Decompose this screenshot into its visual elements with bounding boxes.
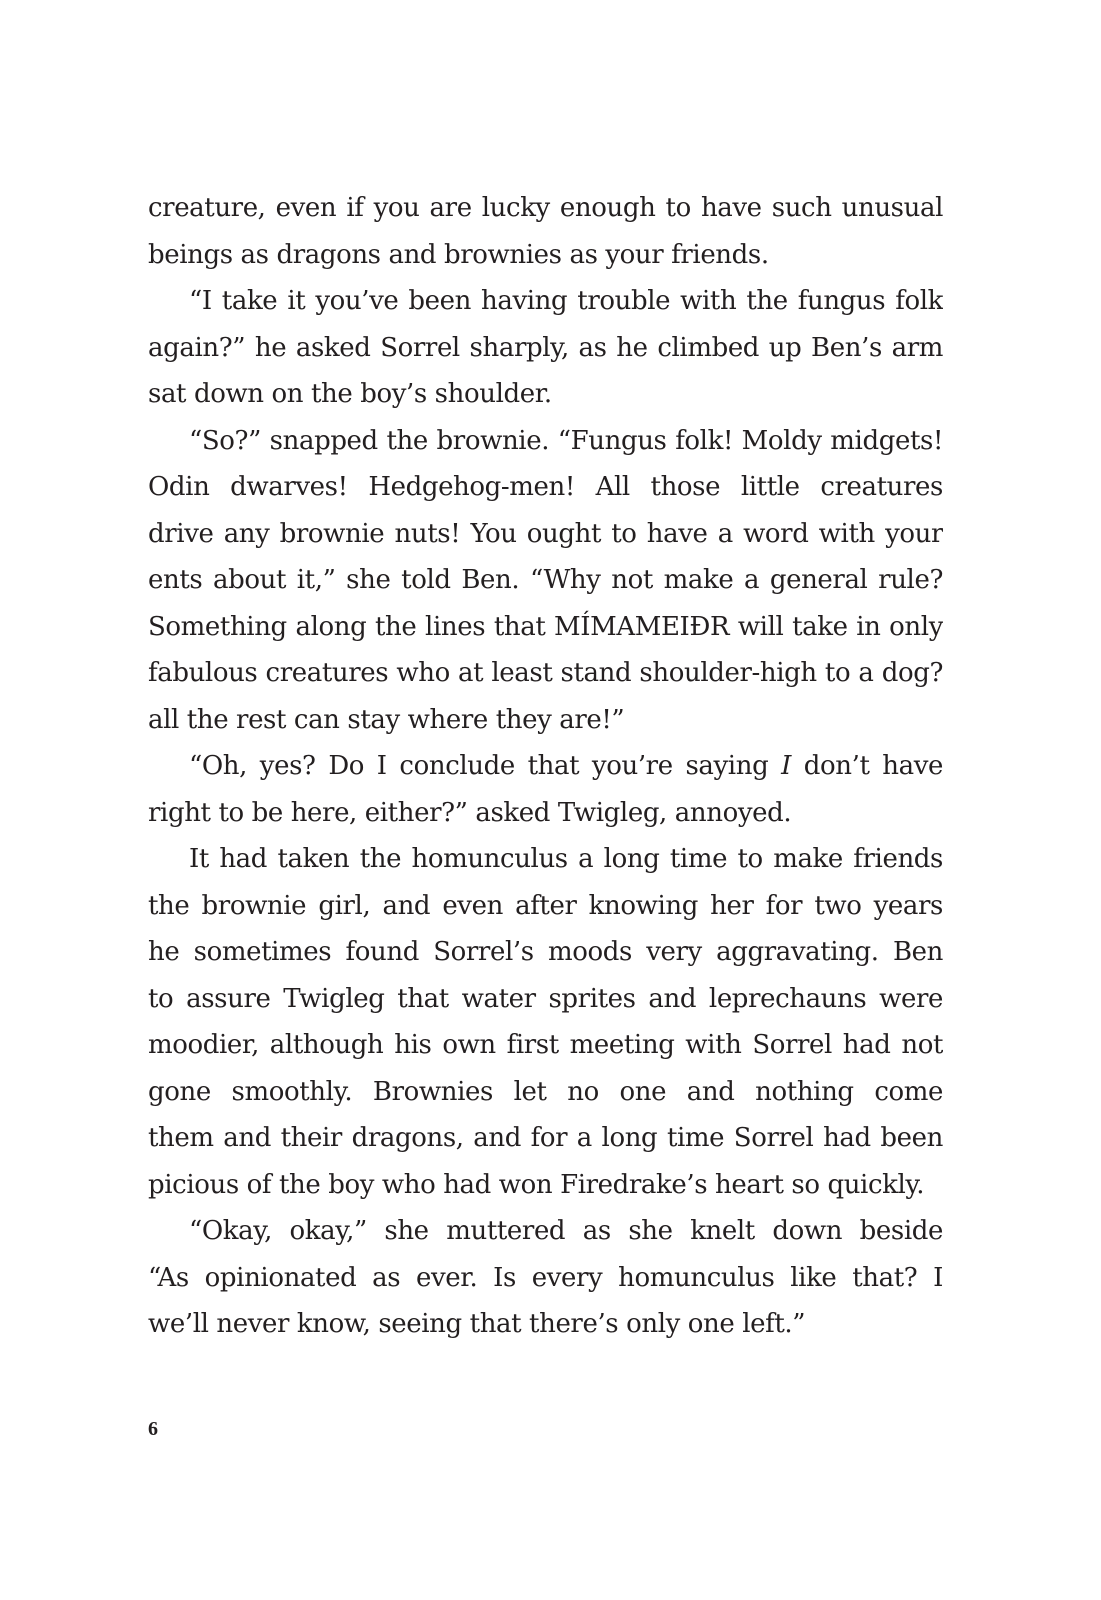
text-line: the brownie girl, and even after knowing her for two years [148,890,943,921]
text-line: them and their dragons, and for a long time Sorrel had been [148,1123,943,1153]
emphasis: I [781,751,791,781]
text-line: drive any brownie nuts! You ought to have a word with your [148,518,943,549]
text-line: right to be here, either?” asked Twigleg, annoyed. [148,797,792,828]
text-line: “Okay, okay,” she muttered as she knelt down beside [189,1216,943,1246]
body-text [148,185,943,1348]
text-line: “I take it you’ve been having trouble with the fungus folk [189,286,943,316]
text-line: ents about it,” she told Ben. “Why not make a general rule? [148,565,943,595]
text-line: all the rest can stay where they are!” [148,704,625,735]
text-line: he sometimes found Sorrel’s moods very aggravating. Ben [148,937,943,967]
text-line: we’ll never know, seeing that there’s only one left.” [148,1309,806,1339]
text-line: It had taken the homunculus a long time to make friends [189,844,943,874]
text-line: “As opinionated as ever. Is every homunculus like that? I [148,1262,943,1293]
text-line: gone smoothly. Brownies let no one and nothing come [148,1076,943,1107]
text-line: fabulous creatures who at least stand shoulder-high to a dog? [148,658,943,688]
text-line: to assure Twigleg that water sprites and leprechauns were [148,983,943,1014]
page-number: 6 [148,1418,158,1440]
text-line: moodier, although his own first meeting with Sorrel had not [148,1030,943,1060]
text-line: Something along the lines that MÍMAMEIÐR will take in only [148,611,943,642]
text-line: creature, even if you are lucky enough to have such unusual [148,193,943,223]
text-line: beings as dragons and brownies as your friends. [148,239,769,270]
text-line: picious of the boy who had won Firedrake’s heart so quickly. [148,1169,925,1200]
text-line: sat down on the boy’s shoulder. [148,379,552,409]
text-line: again?” he asked Sorrel sharply, as he climbed up Ben’s arm [148,332,943,363]
text-line: Odin dwarves! Hedgehog-men! All those little creatures [148,472,943,502]
text-line: “Oh, yes? Do I conclude that you’re saying I don’t have [189,751,943,781]
text-line: “So?” snapped the brownie. “Fungus folk! Moldy midgets! [189,425,943,456]
